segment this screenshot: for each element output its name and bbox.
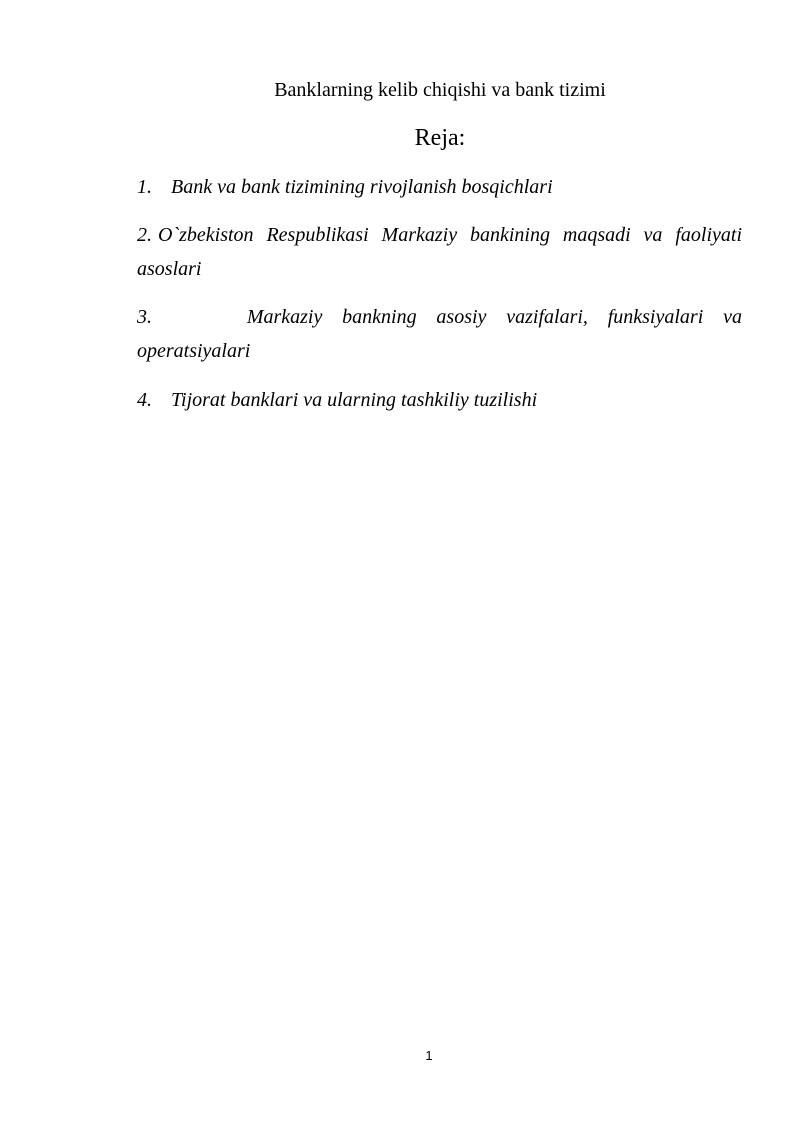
plan-item-4-text: Tijorat banklari va ularning tashkiliy tuzilishi	[171, 389, 538, 411]
plan-item-3-continuation: operatsiyalari	[137, 340, 251, 362]
plan-item-2-text: O`zbekiston Respublikasi Markaziy bankining maqsadi va faoliyati	[158, 224, 742, 246]
plan-item-2-line-1	[137, 218, 742, 252]
plan-item-3-word-3: asosiy	[436, 306, 487, 328]
plan-item-1-number: 1.	[137, 176, 152, 198]
plan-item-3-word-1: Markaziy	[246, 306, 323, 328]
plan-item-4-number: 4.	[137, 389, 152, 411]
document-title: Banklarning kelib chiqishi va bank tizimi	[274, 79, 606, 101]
plan-item-1	[137, 170, 742, 204]
plan-item-3-word-4: vazifalari,	[506, 306, 588, 328]
plan-item-2-number: 2.	[137, 224, 152, 246]
plan-item-2	[137, 218, 742, 286]
plan-heading: Reja:	[414, 125, 466, 151]
plan-item-3-line-1	[137, 300, 742, 334]
plan-item-3	[137, 300, 742, 368]
plan-item-3-word-2: bankning	[342, 306, 417, 328]
plan-item-2-continuation: asoslari	[137, 258, 202, 280]
plan-item-3-word-5: funksiyalari	[607, 306, 704, 328]
plan-item-1-text: Bank va bank tizimining rivojlanish bosqichlari	[171, 176, 553, 198]
plan-item-3-number: 3.	[137, 306, 152, 328]
plan-item-3-word-6: va	[723, 306, 742, 328]
plan-item-4	[137, 383, 742, 417]
page-number: 1	[425, 1048, 433, 1063]
